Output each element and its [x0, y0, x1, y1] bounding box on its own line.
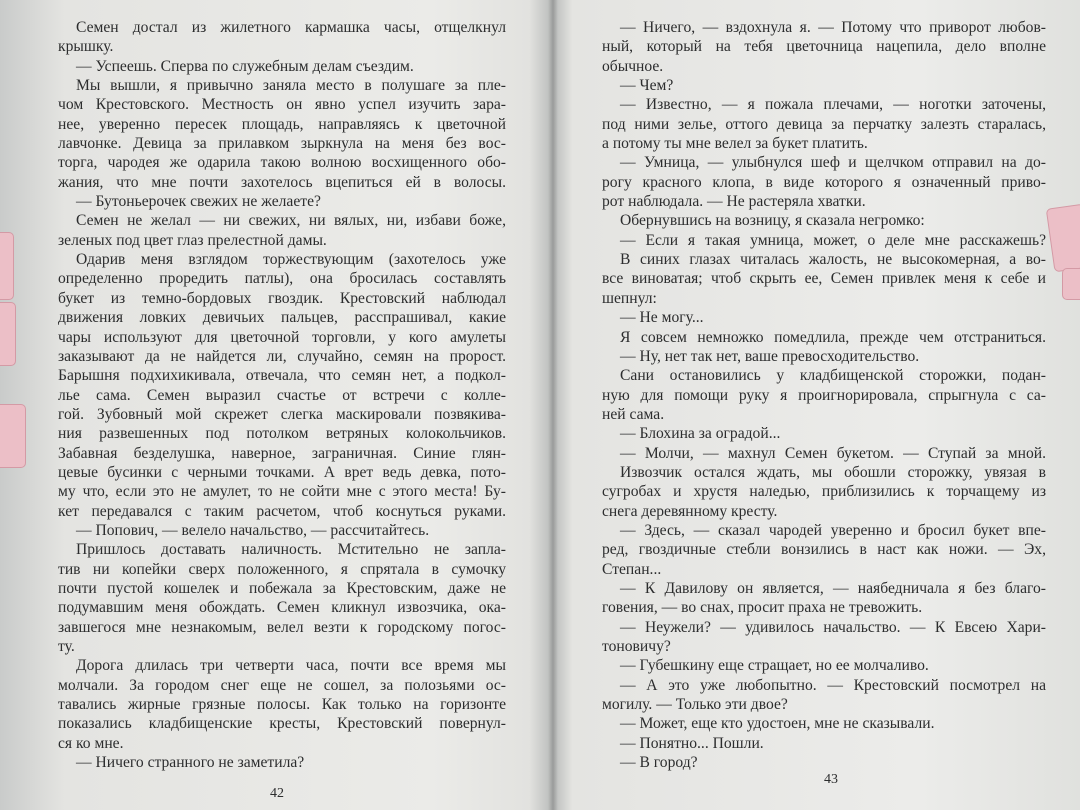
text-line: молчали. За городом снег еще не сошел, за полозьями ос- [58, 676, 506, 694]
bookmark-tab [0, 404, 26, 468]
text-line: ся ко мне. [58, 734, 124, 752]
text-line: обычное. [602, 57, 664, 75]
right-page-text [602, 18, 1046, 772]
text-line: — Умница, — улыбнулся шеф и щелчком отправил на до- [620, 154, 1046, 172]
text-line: — Бутоньерочек свежих не желаете? [76, 193, 321, 211]
text-line: рогу красного клопа, в виде которого я означенный приво- [602, 173, 1046, 191]
text-line: ту. [58, 638, 75, 655]
text-line: нее, уверенно пересек площадь, направляясь к цветочной [58, 115, 506, 133]
text-line: — Неужели? — удивилось начальство. — К Евсею Хари- [620, 618, 1046, 636]
bookmark-tab [0, 302, 16, 366]
text-line: жания, что мне почти захотелось вцепиться ей в волосы. [58, 173, 506, 191]
text-line: шепнул: [602, 289, 657, 307]
text-line: Степан... [602, 560, 662, 578]
text-line: Мы вышли, я привычно заняла место в полушаге за пле- [76, 77, 506, 95]
text-line: гой. Зубовный мой скрежет слегка маскировали позвякива- [58, 405, 506, 423]
text-line: а потому ты мне велел за букет платить. [602, 135, 868, 153]
text-line: ную для помощи руку я проигнорировала, спрыгнула с са- [602, 386, 1046, 404]
bookmark-tab [0, 232, 14, 300]
text-line: движения ловких девичьих пальцев, расспрашивал, какие [58, 309, 506, 327]
text-line: Дорога длилась три четверти часа, почти все время мы [76, 657, 506, 675]
text-line: Барышня подхихикивала, отвечала, что семян нет, а подкол- [58, 367, 506, 385]
text-line: — Не могу... [620, 309, 704, 327]
text-line: — Может, еще кто удостоен, мне не сказывали. [620, 715, 935, 733]
text-line: крышку. [58, 38, 114, 56]
text-line: под ними зелье, оттого девица за перчатку залезть старалась, [602, 115, 1046, 133]
text-line: заказывают да не найдется ли, случайно, семян на пророст. [58, 347, 506, 365]
text-line: снега деревянному кресту. [602, 502, 778, 520]
text-line: завшегося мне незнакомым, велел везти к городскому погос- [58, 618, 506, 636]
text-line: подумавшим меня обождать. Семен кликнул извозчика, ока- [58, 599, 506, 617]
text-line: — Если я такая умница, может, о деле мне расскажешь? [620, 231, 1046, 249]
text-line: Пришлось доставать наличность. Мстительно не запла- [76, 541, 506, 559]
text-line: рот наблюдала. — Не растеряла хватки. [602, 193, 866, 211]
bookmark-tab [1062, 268, 1080, 300]
text-line: ред, гвоздичные стебли вонзились в наст как ножи. — Эх, [602, 541, 1046, 559]
text-line: — Ничего, — вздохнула я. — Потому что приворот любов- [620, 19, 1046, 36]
text-line: — Понятно... Пошли. [620, 734, 764, 752]
text-line: лье сама. Семен выразил счастье от встречи с колле- [58, 386, 506, 404]
text-line: тив ни копейки сверх положенного, я спрятала в сумочку [58, 560, 506, 578]
text-line: букет из темно-бордовых гвоздик. Крестовский наблюдал [58, 289, 506, 307]
text-line: определенно проредить патлы), она бросилась составлять [58, 270, 506, 288]
text-line: зеленых под цвет глаз прелестной дамы. [58, 231, 327, 249]
text-line: почти пустой кошелек и побежала за Крестовским, даже не [58, 579, 506, 597]
text-line: — Здесь, — сказал чародей уверенно и бросил букет впе- [620, 521, 1046, 539]
text-line: — Молчи, — махнул Семен букетом. — Ступай за мной. [620, 444, 1046, 462]
text-line: — Ничего странного не заметила? [76, 754, 305, 772]
text-line: говения, — во снах, просит праха не тревожить. [602, 599, 923, 617]
text-line: — Успеешь. Сперва по служебным делам съездим. [76, 57, 414, 75]
text-line: ней сама. [602, 405, 665, 423]
text-line: ный, который на тебя цветочница нацепила, дело вполне [602, 38, 1046, 56]
text-line: — Известно, — я пожала плечами, — ноготки заточены, [620, 96, 1046, 114]
page-number-left: 42 [270, 786, 284, 801]
text-line: Забавная безделушка, наверное, заграничная. Синие глян- [58, 444, 506, 462]
text-line: показались кладбищенские кресты, Крестовский повернул- [58, 715, 506, 733]
text-line: лавчонке. Девица за прилавком зыркнула на меня без вос- [58, 135, 506, 153]
text-line: Извозчик остался ждать, мы обошли сторожку, увязая в [620, 463, 1046, 481]
text-line: — В город? [620, 754, 698, 772]
left-page [58, 0, 506, 810]
text-line: чары используют для цветочной торговли, у кого амулеты [58, 328, 506, 346]
text-line: му что, если это не амулет, то не сойти мне с этого места! Бу- [58, 483, 506, 501]
text-line: Сани остановились у кладбищенской сторожки, подан- [620, 367, 1046, 385]
text-line: ния развешенных под потолком ветряных колокольчиков. [58, 425, 506, 443]
text-line: Одарив меня взглядом торжествующим (захотелось уже [76, 251, 506, 269]
text-line: — А это уже любопытно. — Крестовский посмотрел на [620, 676, 1046, 694]
text-line: — К Давилову он является, — наябедничала я без благо- [620, 579, 1046, 597]
text-line: цевые бусинки с черными точками. А врет ведь девка, пото- [58, 463, 506, 481]
text-line: — Губешкину еще стращает, но ее молчаливо. [620, 657, 929, 675]
text-line: кет передавался с таким расчетом, чтоб коснуться руками. [58, 502, 506, 520]
text-line: — Ну, нет так нет, ваше превосходительство. [620, 347, 920, 365]
text-line: Я совсем немножко помедлила, прежде чем отстраниться. [620, 328, 1046, 346]
page-number-right: 43 [824, 772, 838, 787]
text-line: — Чем? [620, 77, 674, 95]
left-page-text [58, 18, 506, 772]
text-line: сугробах и хрустя наледью, приблизились к торчащему из [602, 483, 1046, 501]
right-page [602, 0, 1046, 810]
text-line: тавались жирные грязные полосы. Как только на горизонте [58, 696, 506, 714]
text-line: тоновичу? [602, 638, 671, 655]
text-line: — Попович, — велело начальство, — рассчитайтесь. [76, 521, 430, 539]
text-line: Семен достал из жилетного кармашка часы, отщелкнул [76, 19, 506, 36]
text-line: — Блохина за оградой... [620, 425, 781, 443]
text-line: чом Крестовского. Местность он явно успел изучить зара- [58, 96, 506, 114]
bookmark-tab [1046, 204, 1080, 273]
text-line: все виноватая; чтоб скрыть ее, Семен привлек меня к себе и [602, 270, 1046, 288]
text-line: торга, чародея же одарила такою волною восхищенного обо- [58, 154, 506, 172]
book-gutter [548, 0, 558, 810]
text-line: могилу. — Только эти двое? [602, 696, 788, 714]
text-line: Обернувшись на возницу, я сказала негромко: [620, 212, 925, 230]
text-line: Семен не желал — ни свежих, ни вялых, ни, избави боже, [76, 212, 506, 230]
text-line: В синих глазах читалась жалость, не высокомерная, а во- [620, 251, 1046, 269]
